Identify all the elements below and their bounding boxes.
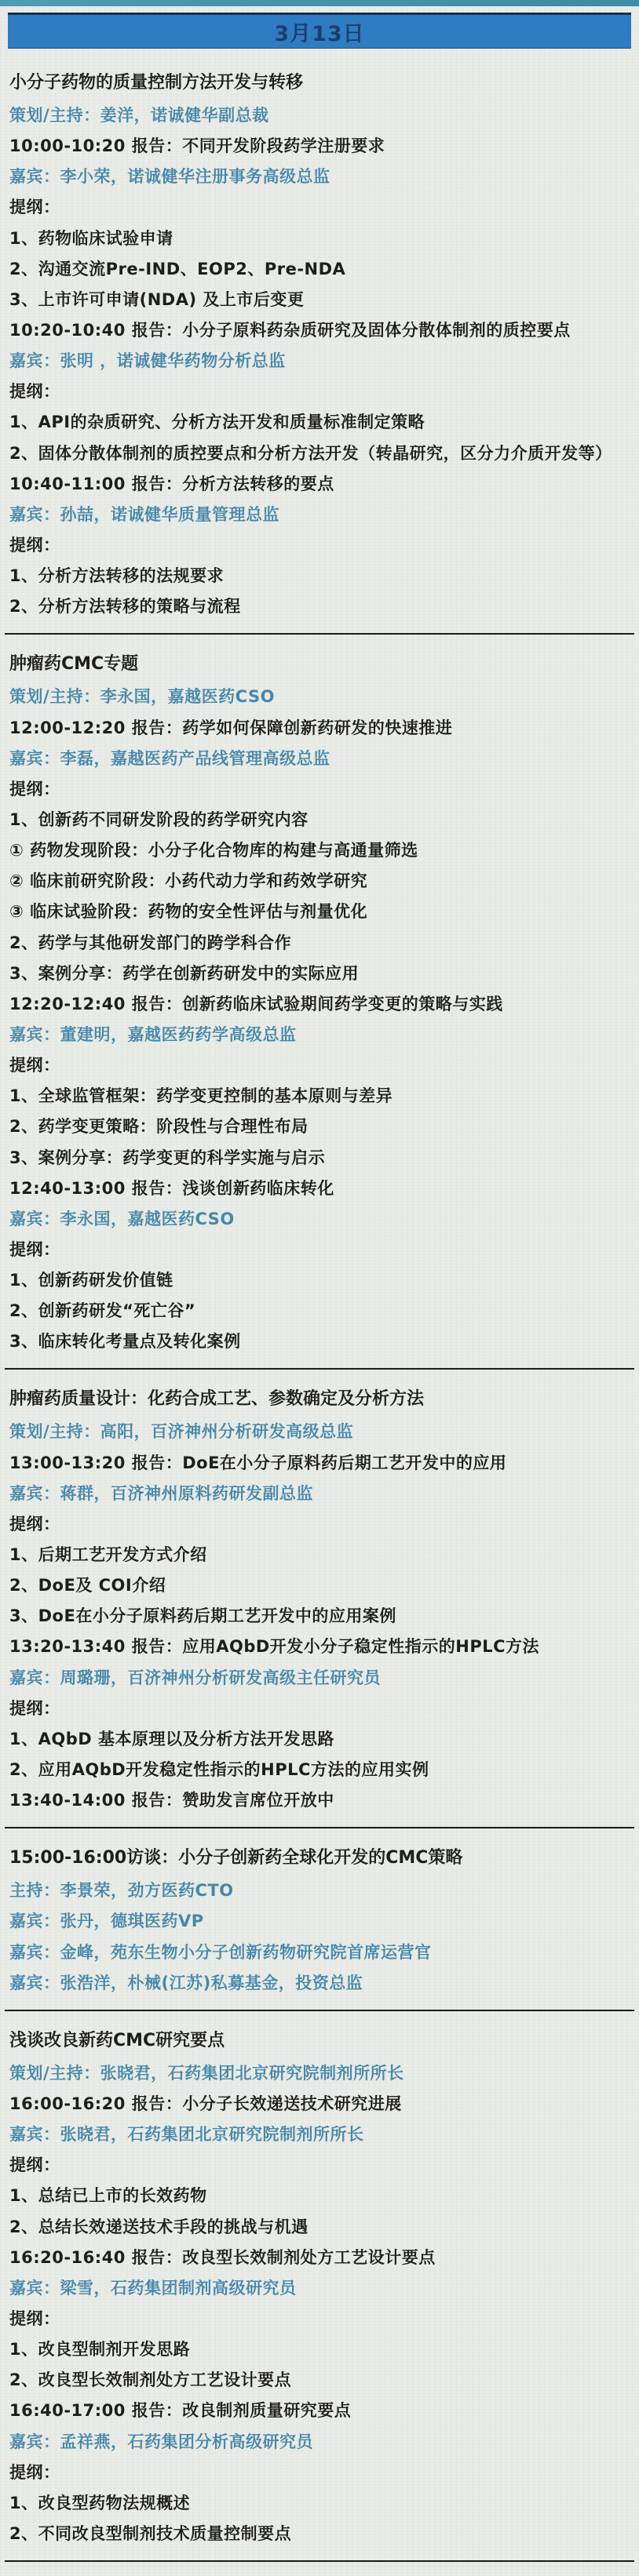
talk-line: 10:40-11:00 报告：分析方法转移的要点 (9, 474, 334, 493)
talk-line: 13:00-13:20 报告：DoE在小分子原料药后期工艺开发中的应用 (9, 1453, 507, 1472)
talk-line: 12:40-13:00 报告：浅谈创新药临床转化 (9, 1178, 334, 1198)
item-line: 3、临床转化考量点及转化案例 (9, 1332, 241, 1352)
item-line: 1、药物临床试验申请 (9, 228, 173, 248)
section-title: 15:00-16:00访谈：小分子创新药全球化开发的CMC策略 (9, 1848, 463, 1868)
host-line: 策划/主持：姜洋，诺诚健华副总裁 (9, 106, 269, 125)
talk-line: 13:40-14:00 报告：赞助发言席位开放中 (9, 1791, 334, 1810)
host-line: 策划/主持：高阳，百济神州分析研发高级总监 (9, 1422, 354, 1442)
item-line: 1、API的杂质研究、分析方法开发和质量标准制定策略 (9, 413, 425, 432)
agenda-section (0, 2018, 639, 2549)
talk-line: 12:20-12:40 报告：创新药临床试验期间药学变更的策略与实践 (9, 994, 503, 1013)
outline-line: 提纲： (9, 1514, 60, 1534)
top-accent-strip (0, 0, 639, 6)
talk-line: 16:20-16:40 报告：改良型长效制剂处方工艺设计要点 (9, 2247, 436, 2267)
agenda-section (0, 60, 639, 622)
section-title: 浅谈改良新药CMC研究要点 (9, 2030, 225, 2050)
section-divider (5, 633, 634, 635)
section-divider (5, 1368, 634, 1370)
outline-line: 提纲： (9, 382, 60, 402)
item-line: 2、药学变更策略：阶段性与合理性布局 (9, 1117, 309, 1137)
guest-line: 嘉宾：梁雪，石药集团制剂高级研究员 (9, 2278, 297, 2298)
outline-line: 提纲： (9, 1056, 60, 1075)
item-line: 1、改良型制剂开发思路 (9, 2340, 191, 2360)
subitem-line: ② 临床前研究阶段：小药代动力学和药效学研究 (9, 871, 368, 891)
item-line: 1、AQbD 基本原理以及分析方法开发思路 (9, 1729, 334, 1748)
item-line: 1、创新药研发价值链 (9, 1271, 173, 1290)
guest-line: 嘉宾：蒋群，百济神州原料药研发副总监 (9, 1483, 313, 1503)
item-line: 2、改良型长效制剂处方工艺设计要点 (9, 2370, 292, 2390)
outline-line: 提纲： (9, 2462, 60, 2482)
item-line: 2、创新药研发“死亡谷” (9, 1301, 196, 1321)
host-line: 策划/主持：张晓君，石药集团北京研究院制剂所所长 (9, 2063, 404, 2083)
item-line: 2、应用AQbD开发稳定性指示的HPLC方法的应用实例 (9, 1760, 429, 1780)
section-divider (5, 1827, 634, 1828)
section-title: 肿瘤药CMC专题 (9, 654, 139, 675)
item-line: 2、药学与其他研发部门的跨学科合作 (9, 933, 292, 952)
guest-line: 嘉宾：董建明，嘉越医药药学高级总监 (9, 1024, 297, 1044)
agenda-section (0, 641, 639, 1357)
guest-line: 嘉宾：金峰，苑东生物小分子创新药物研究院首席运营官 (9, 1942, 432, 1962)
agenda-schedule (0, 60, 639, 2576)
host-line: 主持：李景荣，劲方医药CTO (9, 1881, 234, 1901)
guest-line: 嘉宾：孙喆，诺诚健华质量管理总监 (9, 504, 279, 524)
talk-line: 13:20-13:40 报告：应用AQbD开发小分子稳定性指示的HPLC方法 (9, 1637, 540, 1657)
item-line: 2、沟通交流Pre-IND、EOP2、Pre-NDA (9, 259, 346, 278)
outline-line: 提纲： (9, 2309, 60, 2328)
host-line: 策划/主持：李永国，嘉越医药CSO (9, 687, 275, 707)
agenda-section (0, 1835, 639, 1999)
outline-line: 提纲： (9, 198, 60, 217)
item-line: 2、总结长效递送技术手段的挑战与机遇 (9, 2217, 309, 2236)
guest-line: 嘉宾：李永国，嘉越医药CSO (9, 1209, 235, 1228)
item-line: 1、后期工艺开发方式介绍 (9, 1545, 207, 1565)
subitem-line: ① 药物发现阶段：小分子化合物库的构建与高通量筛选 (9, 841, 418, 860)
agenda-section (0, 1376, 639, 1816)
talk-line: 10:00-10:20 报告：不同开发阶段药学注册要求 (9, 136, 385, 156)
subitem-line: ③ 临床试验阶段：药物的安全性评估与剂量优化 (9, 902, 368, 922)
outline-line: 提纲： (9, 2156, 60, 2175)
item-line: 3、案例分享：药学变更的科学实施与启示 (9, 1148, 326, 1167)
item-line: 2、DoE及 COI介绍 (9, 1576, 166, 1595)
section-divider (5, 2560, 634, 2562)
outline-line: 提纲： (9, 1239, 60, 1259)
guest-line: 嘉宾：李小荣，诺诚健华注册事务高级总监 (9, 167, 330, 187)
outline-line: 提纲： (9, 535, 60, 555)
section-title: 肿瘤药质量设计：化药合成工艺、参数确定及分析方法 (9, 1389, 425, 1410)
section-title: 小分子药物的质量控制方法开发与转移 (9, 73, 304, 93)
item-line: 3、上市许可申请(NDA) 及上市后变更 (9, 289, 305, 309)
guest-line: 嘉宾：张浩洋，朴械(江苏)私募基金，投资总监 (9, 1973, 363, 1992)
date-header-text: 3月13日 (274, 21, 365, 46)
outline-line: 提纲： (9, 779, 60, 799)
item-line: 1、分析方法转移的法规要求 (9, 566, 225, 586)
guest-line: 嘉宾：张晓君，石药集团北京研究院制剂所所长 (9, 2125, 364, 2145)
talk-line: 16:00-16:20 报告：小分子长效递送技术研究进展 (9, 2094, 402, 2114)
item-line: 2、不同改良型制剂技术质量控制要点 (9, 2523, 292, 2543)
talk-line: 12:00-12:20 报告：药学如何保障创新药研发的快速推进 (9, 718, 453, 737)
guest-line: 嘉宾：张丹，德琪医药VP (9, 1912, 204, 1931)
item-line: 1、全球监管框架：药学变更控制的基本原则与差异 (9, 1086, 393, 1106)
outline-line: 提纲： (9, 1698, 60, 1718)
talk-line: 16:40-17:00 报告：改良制剂质量研究要点 (9, 2401, 352, 2421)
item-line: 2、分析方法转移的策略与流程 (9, 597, 241, 617)
section-divider (5, 2010, 634, 2011)
item-line: 3、案例分享：药学在创新药研发中的实际应用 (9, 963, 360, 983)
date-header-bar (8, 13, 631, 49)
item-line: 1、改良型药物法规概述 (9, 2493, 191, 2512)
item-line: 2、固体分散体制剂的质控要点和分析方法开发（转晶研究，区分力介质开发等） (9, 443, 612, 463)
item-line: 1、创新药不同研发阶段的药学研究内容 (9, 810, 309, 829)
guest-line: 嘉宾：张明 ，诺诚健华药物分析总监 (9, 351, 286, 371)
guest-line: 嘉宾：李磊，嘉越医药产品线管理高级总监 (9, 748, 330, 768)
guest-line: 嘉宾：周璐珊，百济神州分析研发高级主任研究员 (9, 1668, 381, 1687)
talk-line: 10:20-10:40 报告：小分子原料药杂质研究及固体分散体制剂的质控要点 (9, 320, 571, 340)
item-line: 3、DoE在小分子原料药后期工艺开发中的应用案例 (9, 1606, 396, 1626)
guest-line: 嘉宾：孟祥燕，石药集团分析高级研究员 (9, 2432, 313, 2451)
item-line: 1、总结已上市的长效药物 (9, 2186, 207, 2206)
